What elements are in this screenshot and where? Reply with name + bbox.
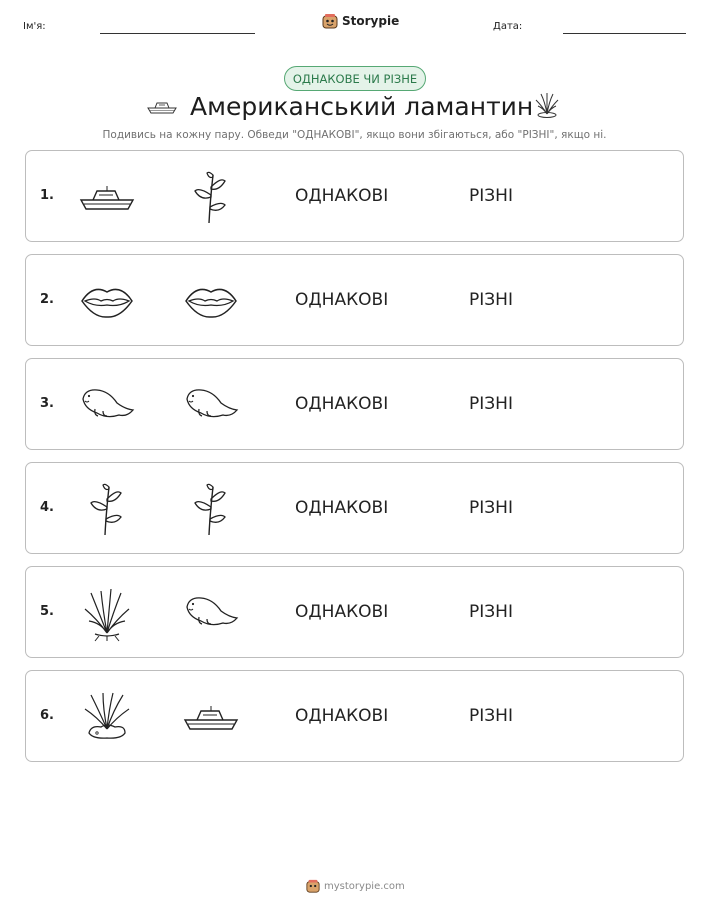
leaf-branch-icon	[181, 479, 241, 539]
footer	[306, 879, 405, 893]
option-same[interactable]: ОДНАКОВІ	[295, 498, 389, 518]
exercise-row	[25, 358, 684, 450]
page-title: Американський ламантин	[190, 92, 534, 121]
exercise-row	[25, 150, 684, 242]
option-different[interactable]: РІЗНІ	[469, 394, 513, 414]
boat-icon	[77, 167, 137, 227]
option-different[interactable]: РІЗНІ	[469, 186, 513, 206]
exercise-row	[25, 566, 684, 658]
boat-icon	[181, 687, 241, 747]
lips-icon	[77, 271, 137, 331]
title-boat-icon	[146, 98, 178, 116]
option-same[interactable]: ОДНАКОВІ	[295, 706, 389, 726]
brand	[322, 13, 399, 29]
option-same[interactable]: ОДНАКОВІ	[295, 602, 389, 622]
option-same[interactable]: ОДНАКОВІ	[295, 290, 389, 310]
option-same[interactable]: ОДНАКОВІ	[295, 186, 389, 206]
row-number: 3.	[40, 396, 54, 411]
manatee-icon	[181, 583, 241, 643]
row-number: 5.	[40, 604, 54, 619]
brand-name: Storypie	[342, 14, 400, 28]
row-number: 2.	[40, 292, 54, 307]
manatee-icon	[181, 375, 241, 435]
option-different[interactable]: РІЗНІ	[469, 498, 513, 518]
worksheet-type-badge: ОДНАКОВЕ ЧИ РІЗНЕ	[284, 66, 426, 91]
lips-icon	[181, 271, 241, 331]
date-label: Дата:	[493, 21, 523, 32]
row-number: 1.	[40, 188, 54, 203]
option-same[interactable]: ОДНАКОВІ	[295, 394, 389, 414]
title-seagrass-icon	[533, 90, 561, 118]
storypie-logo-icon	[322, 13, 338, 29]
name-line[interactable]	[100, 33, 255, 34]
exercise-row	[25, 670, 684, 762]
option-different[interactable]: РІЗНІ	[469, 602, 513, 622]
date-line[interactable]	[563, 33, 686, 34]
seagrass-rock-icon	[77, 687, 137, 747]
instructions: Подивись на кожну пару. Обведи "ОДНАКОВІ", якщо вони збігаються, або "РІЗНІ", якщо ні.	[102, 129, 607, 141]
exercise-row	[25, 254, 684, 346]
option-different[interactable]: РІЗНІ	[469, 290, 513, 310]
manatee-icon	[77, 375, 137, 435]
leaf-branch-icon	[181, 167, 241, 227]
footer-url: mystorypie.com	[324, 880, 405, 892]
option-different[interactable]: РІЗНІ	[469, 706, 513, 726]
leaf-branch-icon	[77, 479, 137, 539]
exercise-row	[25, 462, 684, 554]
row-number: 6.	[40, 708, 54, 723]
footer-logo-icon	[306, 879, 320, 893]
name-label: Ім'я:	[23, 21, 46, 32]
seagrass-icon	[77, 583, 137, 643]
row-number: 4.	[40, 500, 54, 515]
